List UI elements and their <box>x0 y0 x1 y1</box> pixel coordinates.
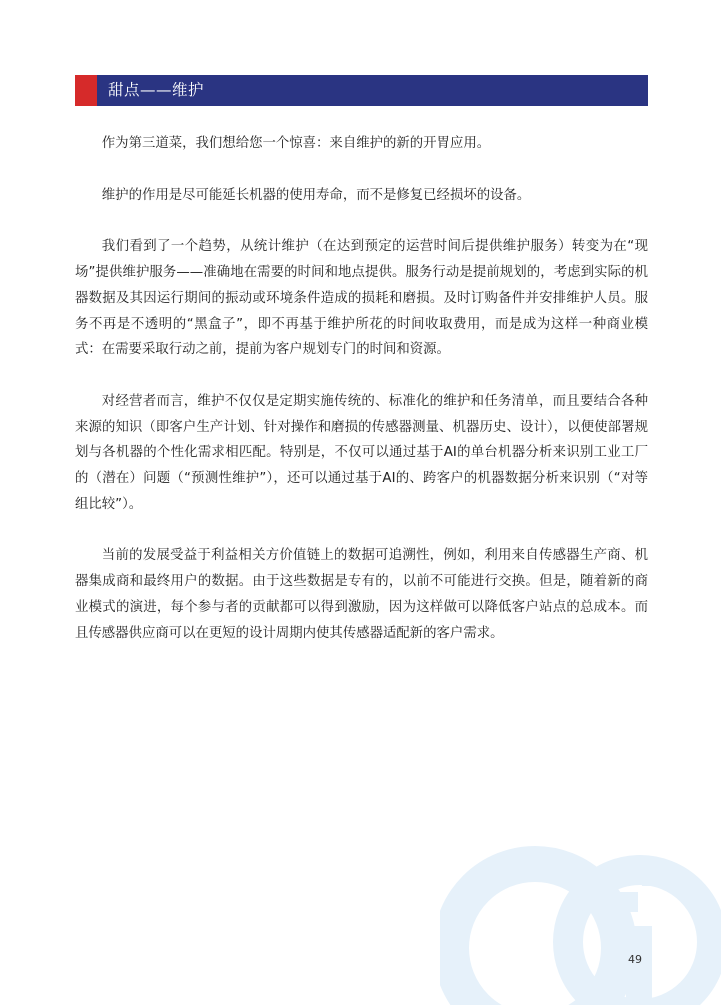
paragraph: 作为第三道菜，我们想给您一个惊喜：来自维护的新的开胃应用。 <box>101 136 491 151</box>
paragraph: 当前的发展受益于利益相关方价值链上的数据可追溯性，例如，利用来自传感器生产商、机器集成商和最终用户的数据。由于这些数据是专有的，以前不可能进行交换。但是，随着新的商业模式的演进，每个参与者的贡献都可以得到激励，因为这样做可以降低客户站点的总成本。而且传感器供应商可以在更短的设计周期内使其传感器适配新的客户需求。 <box>75 548 648 641</box>
section-accent-block <box>75 75 97 106</box>
page-number: 49 <box>628 953 642 966</box>
watermark-logo-icon <box>440 800 721 1005</box>
body-text <box>75 131 648 672</box>
section-header <box>75 75 648 106</box>
paragraph: 维护的作用是尽可能延长机器的使用寿命，而不是修复已经损坏的设备。 <box>101 187 531 203</box>
section-title: 甜点——维护 <box>108 81 205 99</box>
paragraph: 对经营者而言，维护不仅仅是定期实施传统的、标准化的维护和任务清单，而且要结合各种来源的知识（即客户生产计划、针对操作和磨损的传感器测量、机器历史、设计），以便使部署规划与各机器的个性化需求相匹配。特别是，不仅可以通过基于AI的单台机器分析来识别工业工厂的（潜在）问题（“预测性维护”），还可以通过基于AI的、跨客户的机器数据分析来识别（“对等组比较”）。 <box>75 393 648 512</box>
paragraph: 我们看到了一个趋势，从统计维护（在达到预定的运营时间后提供维护服务）转变为在“现场”提供维护服务——准确地在需要的时间和地点提供。服务行动是提前规划的，考虑到实际的机器数据及其因运行期间的振动或环境条件造成的损耗和磨损。及时订购备件并安排维护人员。服务不再是不透明的“黑盒子”，即不再基于维护所花的时间收取费用，而是成为这样一种商业模式：在需要采取行动之前，提前为客户规划专门的时间和资源。 <box>75 239 648 358</box>
